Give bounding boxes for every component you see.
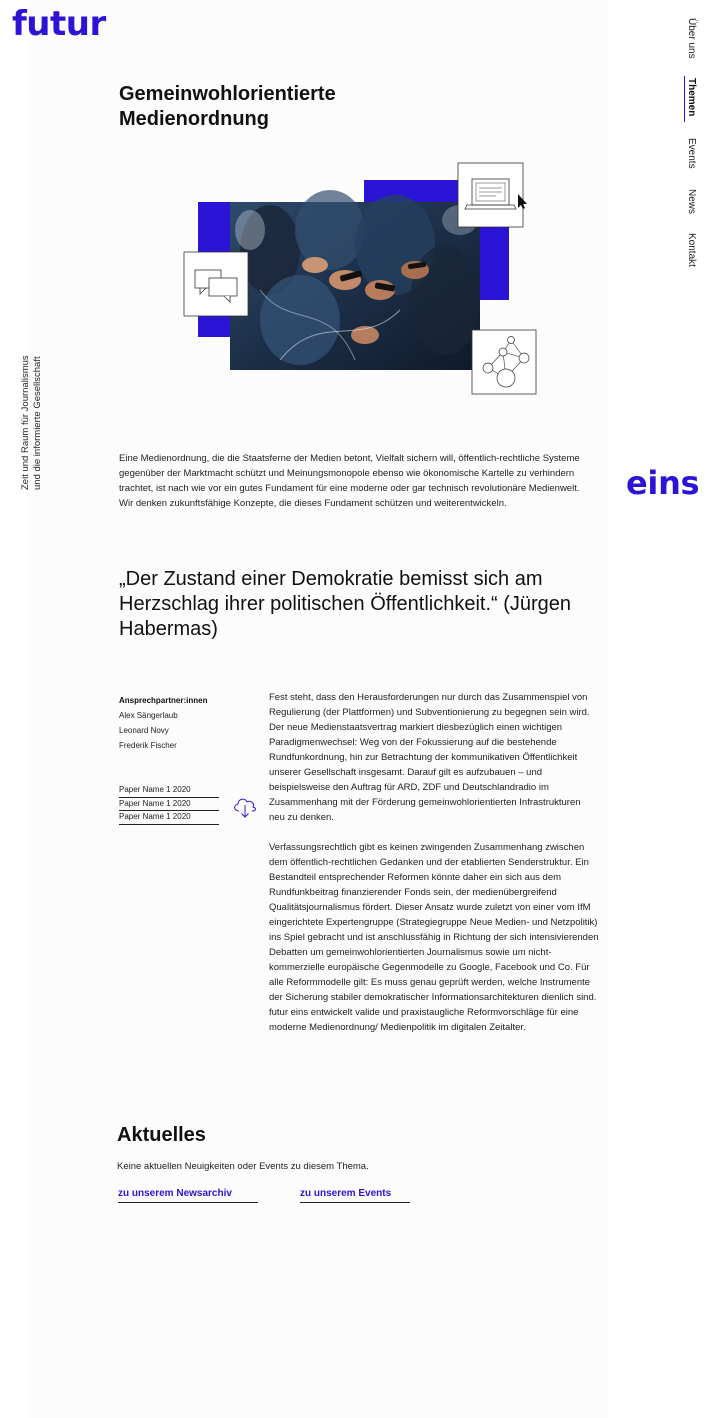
- paper-link[interactable]: Paper Name 1 2020: [119, 784, 219, 798]
- cloud-download-icon[interactable]: [231, 795, 259, 819]
- chat-bubbles-icon: [184, 252, 248, 316]
- logo-eins: eins: [626, 464, 700, 502]
- logo-futur[interactable]: futur: [12, 4, 106, 44]
- crowd-photo: [230, 190, 480, 370]
- laptop-icon: [458, 163, 523, 227]
- body-text: [269, 690, 599, 1035]
- contact-persons: [119, 693, 259, 753]
- events-link[interactable]: zu unserem Events: [300, 1188, 410, 1203]
- nav-item-ueber-uns[interactable]: Über uns: [686, 18, 697, 59]
- tagline: [20, 330, 44, 490]
- paper-list: [119, 784, 219, 825]
- network-nodes-icon: [472, 330, 536, 394]
- intro-text: Eine Medienordnung, die die Staatsferne der Medien betont, Vielfalt sichern will, öffentlich-rechtliche Systeme gegenüber der Marktmacht schützt und Meinungsmonopole ebenso wie ökonomische Kartelle zu verhindern trachtet, ist nach wie vor ein gutes Fundament für eine moderne oder gar technisch revolutionäre Medienwelt. Wir denken zukunftsfähige Konzepte, die dieses Fundament schützen und weiterentwickeln.: [119, 453, 580, 509]
- page-title: Gemeinwohlorientierte Medienordnung: [119, 83, 336, 130]
- newsarchive-link[interactable]: zu unserem Newsarchiv: [118, 1188, 258, 1203]
- tagline-line-2: und die informierte Gesellschaft: [32, 356, 43, 490]
- contact-person: Alex Sängerlaub: [119, 711, 178, 720]
- nav-active-indicator: [684, 76, 685, 122]
- contact-person: Leonard Novy: [119, 726, 169, 735]
- contact-heading: Ansprechpartner:innen: [119, 696, 208, 705]
- hero-illustration: [180, 160, 540, 400]
- paper-link[interactable]: Paper Name 1 2020: [119, 811, 219, 825]
- contact-person: Frederik Fischer: [119, 741, 177, 750]
- nav-item-news[interactable]: News: [686, 189, 697, 215]
- paper-link[interactable]: Paper Name 1 2020: [119, 798, 219, 812]
- nav-item-kontakt[interactable]: Kontakt: [686, 233, 697, 267]
- body-paragraph-1: Fest steht, dass den Herausforderungen nur durch das Zusammenspiel von Regulierung (der Plattformen) und Subventionierung zu begegnen sein wird. Der neue Medienstaatsvertrag markiert diesbezüglich einen wichtigen Paradigmenwechsel: Weg von der Fokussierung auf die bestehende Rundfunkordnung, hin zur Betrachtung der kommunikativen Öffentlichkeit unserer Gesellschaft insgesamt. Darauf gilt es aufzubauen – und beispielsweise den Auftrag für ARD, ZDF und Deutschlandradio im Zusammenhang mit der Förderung gemeinwohlorientierten Infrastrukturen neu zu denken.: [269, 692, 590, 823]
- nav-item-events[interactable]: Events: [686, 138, 697, 169]
- news-heading: Aktuelles: [117, 1124, 206, 1146]
- nav-item-themen[interactable]: Themen: [686, 78, 697, 117]
- news-empty-text: Keine aktuellen Neuigkeiten oder Events zu diesem Thema.: [117, 1161, 369, 1172]
- body-paragraph-2: Verfassungsrechtlich gibt es keinen zwingenden Zusammenhang zwischen dem öffentlich-rechtlichen Gedanken und der etablierten Senderstruktur. Ein Bestandteil entsprechender Reformen könnte daher ein sich aus dem Rundfunkbeitrag finanzierender Fonds sein, der medienübergreifend Qualitätsjournalismus fördert. Dieser Ansatz wurde zuletzt von einer vom IfM eingerichtete Expertengruppe (Strategiegruppe Neue Medien- und Netzpolitik) ins Spiel gebracht und ist anschlussfähig in Richtung der sich intensivierenden Debatten um gemeinwohlorientierten Journalismus sowie um nicht-kommerzielle europäische Gegenmodelle zu Google, Facebook und Co. Für alle Reformmodelle gilt: Es muss genau geprüft werden, welche Instrumente der Sicherung stabiler demokratischer Informationsarchitekturen dienlich sind. futur eins entwickelt valide und praxistaugliche Reformvorschläge für eine moderne Medienordnung/ Medienpolitik im digitalen Zeitalter.: [269, 842, 599, 1033]
- tagline-line-1: Zeit und Raum für Journalismus: [20, 355, 31, 490]
- habermas-quote: „Der Zustand einer Demokratie bemisst sich am Herzschlag ihrer politischen Öffentlichkeit.“ (Jürgen Habermas): [119, 568, 572, 640]
